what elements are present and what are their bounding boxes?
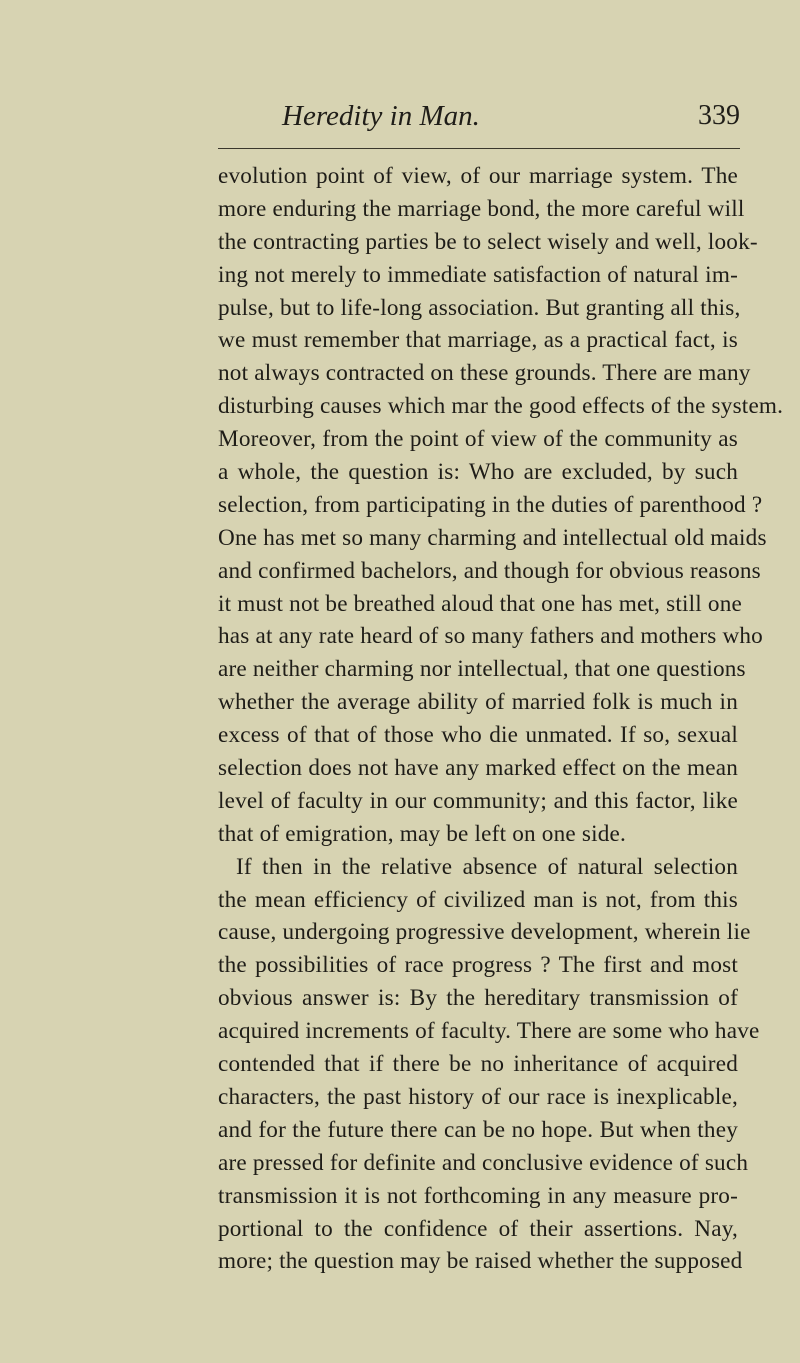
text-line: the possibilities of race progress ? The first and most bbox=[218, 952, 738, 979]
text-line: not always contracted on these grounds. There are many bbox=[218, 360, 751, 387]
text-line: that of emigration, may be left on one side. bbox=[218, 820, 627, 847]
text-line: contended that if there be no inheritance of acquired bbox=[218, 1051, 738, 1078]
text-line: more; the question may be raised whether the supposed bbox=[218, 1248, 743, 1275]
text-line: are pressed for definite and conclusive evidence of such bbox=[218, 1149, 749, 1176]
text-line: cause, undergoing progressive development, wherein lie bbox=[218, 919, 751, 946]
text-line: are neither charming nor intellectual, that one questions bbox=[218, 656, 746, 683]
text-line: disturbing causes which mar the good effects of the system. bbox=[218, 393, 784, 420]
text-line: and confirmed bachelors, and though for obvious reasons bbox=[218, 557, 761, 584]
page-header bbox=[218, 100, 740, 140]
header-rule bbox=[218, 148, 740, 149]
text-line: the mean efficiency of civilized man is not, from this bbox=[218, 886, 738, 913]
text-line: has at any rate heard of so many fathers and mothers who bbox=[218, 623, 763, 650]
text-line: more enduring the marriage bond, the more careful will bbox=[218, 195, 745, 222]
text-line: it must not be breathed aloud that one has met, still one bbox=[218, 590, 742, 617]
text-line: ing not merely to immediate satisfaction of natural im- bbox=[218, 261, 738, 288]
text-line: and for the future there can be no hope. But when they bbox=[218, 1116, 738, 1143]
text-line: we must remember that marriage, as a practical fact, is bbox=[218, 327, 738, 354]
body-text bbox=[218, 160, 784, 1278]
text-line: selection does not have any marked effect on the mean bbox=[218, 755, 738, 782]
text-line: Moreover, from the point of view of the community as bbox=[218, 426, 738, 453]
text-line: portional to the confidence of their assertions. Nay, bbox=[218, 1215, 738, 1242]
text-line: level of faculty in our community; and this factor, like bbox=[218, 787, 738, 814]
text-line: transmission it is not forthcoming in any measure pro- bbox=[218, 1182, 738, 1209]
text-line: One has met so many charming and intellectual old maids bbox=[218, 524, 767, 551]
text-line: the contracting parties be to select wisely and well, look- bbox=[218, 228, 758, 255]
text-line: acquired increments of faculty. There are some who have bbox=[218, 1018, 760, 1045]
text-line: obvious answer is: By the hereditary transmission of bbox=[218, 985, 738, 1012]
text-line: whether the average ability of married folk is much in bbox=[218, 689, 738, 716]
page-number: 339 bbox=[698, 100, 740, 131]
text-line: pulse, but to life-long association. But granting all this, bbox=[218, 294, 741, 321]
text-line: evolution point of view, of our marriage system. The bbox=[218, 163, 738, 189]
text-line: a whole, the question is: Who are excluded, by such bbox=[218, 459, 738, 486]
text-line: excess of that of those who die unmated. If so, sexual bbox=[218, 722, 738, 749]
running-title: Heredity in Man. bbox=[282, 100, 480, 132]
text-line: selection, from participating in the duties of parenthood ? bbox=[218, 491, 763, 518]
text-line: characters, the past history of our race is inexplicable, bbox=[218, 1083, 738, 1110]
text-line: If then in the relative absence of natural selection bbox=[236, 853, 738, 880]
